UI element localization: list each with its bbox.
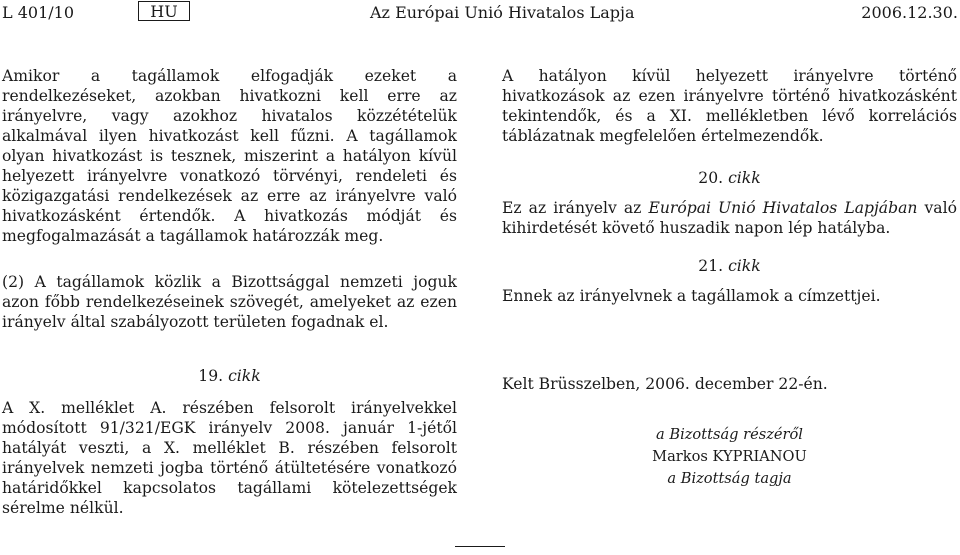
paragraph-reference: Amikor a tagállamok elfogadják ezeket a rendelkezéseket, azokban hivatkozni kell erre az irányelvre, vagy azokhoz hivatalos közzétételük alkalmával ilyen hivatkozást kell fűzni. A tagállamok olyan hivatkozást is tesznek, miszerint a hatályon kívül helyezett irányelvre vonatkozó törvényi, rendeleti és közigazgatási rendelkezések az erre az irányelvre való hivatkozásként értendők. A hivatkozás módját és megfogalmazását a tagállamok határozzák meg. (2, 67, 457, 245)
article-21-word: cikk (728, 257, 761, 275)
article-21-number: 21. (698, 257, 724, 275)
article-19-heading (2, 366, 457, 386)
right-column-bottom (502, 374, 957, 490)
paragraph-2: (2) A tagállamok közlik a Bizottsággal nemzeti joguk azon főbb rendelkezéseinek szövegét, amelyeket az ezen irányelv által szabályozott területen fogadnak el. (2, 273, 457, 331)
article-20-text-end: való kihirdetését követő huszadik napon lép hatályba. (502, 199, 957, 237)
article-20-heading (502, 168, 957, 188)
language-badge: HU (138, 1, 190, 21)
journal-name-italic: Európai Unió Hivatalos Lapjában (648, 199, 918, 217)
signature-block (502, 424, 957, 490)
page-header (0, 0, 960, 26)
article-19-word: cikk (228, 367, 261, 385)
place-and-date: Kelt Brüsszelben, 2006. december 22-én. (502, 375, 828, 393)
article-20-text-start: Ez az irányelv az (502, 199, 649, 217)
article-19-number: 19. (198, 367, 224, 385)
signatory-role: a Bizottság tagja (667, 470, 792, 487)
journal-title: Az Európai Unió Hivatalos Lapja (370, 3, 635, 22)
article-20-text (502, 198, 957, 238)
article-21-text: Ennek az irányelvnek a tagállamok a címzettjei. (502, 287, 881, 305)
footer-rule (455, 546, 505, 547)
on-behalf-of: a Bizottság részéről (656, 426, 803, 443)
article-20-word: cikk (728, 169, 761, 187)
left-column-top (2, 66, 457, 332)
article-21-heading (502, 256, 957, 276)
article-20-number: 20. (698, 169, 724, 187)
paragraph-repealed-reference: A hatályon kívül helyezett irányelvre történő hivatkozások az ezen irányelvre történő hivatkozásként tekintendők, és a XI. mellékletben lévő korrelációs táblázatnak megfelelően értelmezendők. (502, 67, 957, 145)
left-column-bottom (2, 366, 457, 518)
signatory-name: Markos KYPRIANOU (652, 448, 807, 465)
article-19-text: A X. melléklet A. részében felsorolt irányelvekkel módosított 91/321/EGK irányelv 2008. január 1-jétől hatályát veszti, a X. melléklet B. részében felsorolt irányelvek nemzeti jogba történő átültetésére vonatkozó határidőkkel kapcsolatos tagállami kötelezettségek sérelme nélkül. (2, 399, 457, 517)
publication-date: 2006.12.30. (861, 3, 958, 22)
right-column-top (502, 66, 957, 306)
page-reference: L 401/10 (2, 3, 74, 22)
